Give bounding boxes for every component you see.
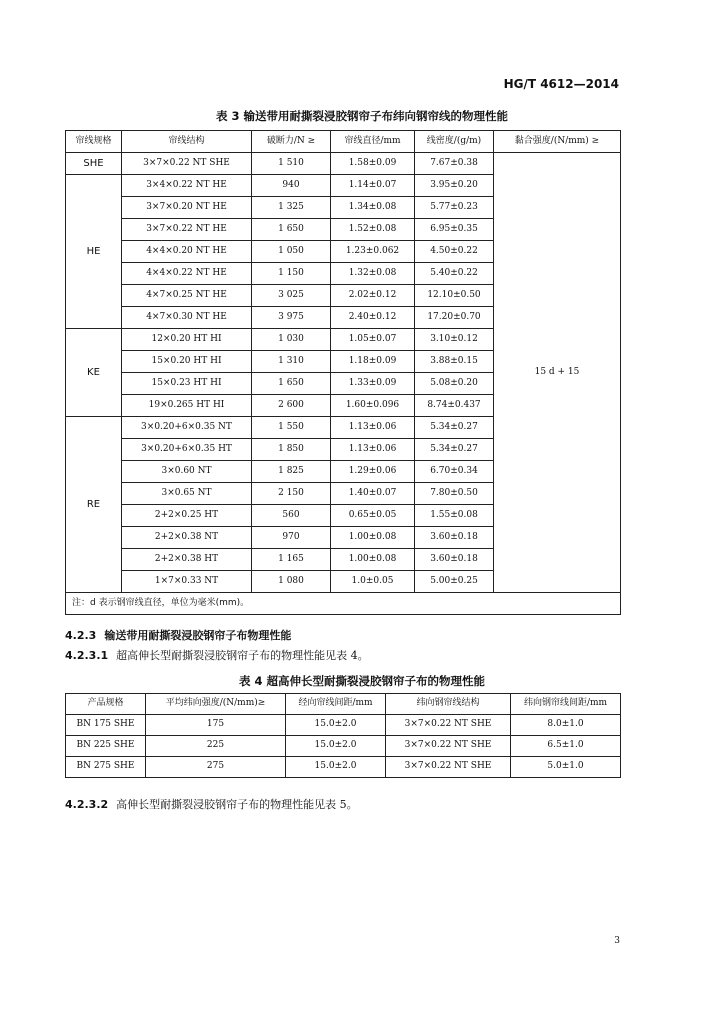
table-cell: 3×7×0.22 NT HE <box>122 219 252 241</box>
table-cell: 1 650 <box>252 373 331 395</box>
table-row <box>66 153 621 175</box>
table-cell: 3×7×0.22 NT SHE <box>386 715 511 736</box>
table-cell: 1 080 <box>252 571 331 593</box>
standard-code: HG/T 4612—2014 <box>503 77 619 91</box>
table-cell: 15×0.23 HT HI <box>122 373 252 395</box>
table-cell: BN 175 SHE <box>66 715 146 736</box>
section-number: 4.2.3.2 <box>65 798 109 811</box>
table-cell: 1.00±0.08 <box>331 549 415 571</box>
column-header: 经向帘线间距/mm <box>286 694 386 715</box>
section-number: 4.2.3 <box>65 629 97 642</box>
table-cell: 6.70±0.34 <box>415 461 494 483</box>
table-cell: 5.34±0.27 <box>415 439 494 461</box>
table-cell: 1.58±0.09 <box>331 153 415 175</box>
spec-cell: HE <box>66 175 122 329</box>
table-cell: 4×7×0.30 NT HE <box>122 307 252 329</box>
column-header: 纬向钢帘线结构 <box>386 694 511 715</box>
adhesion-value-cell: 15 d + 15 <box>494 153 621 593</box>
table-cell: 1.29±0.06 <box>331 461 415 483</box>
table-cell: 1 550 <box>252 417 331 439</box>
table4-header-row <box>66 694 621 715</box>
table-cell: 3×0.60 NT <box>122 461 252 483</box>
table4 <box>65 693 621 778</box>
section-text: 超高伸长型耐撕裂浸胶钢帘子布的物理性能见表 4。 <box>116 649 369 662</box>
section-4-2-3-2 <box>65 796 358 812</box>
table-row <box>66 736 621 757</box>
column-header: 帘线规格 <box>66 131 122 153</box>
table-cell: 2.02±0.12 <box>331 285 415 307</box>
table-cell: 8.0±1.0 <box>511 715 621 736</box>
table-cell: 175 <box>146 715 286 736</box>
table-cell: 940 <box>252 175 331 197</box>
table-cell: 3×4×0.22 NT HE <box>122 175 252 197</box>
table-cell: 1 030 <box>252 329 331 351</box>
table-cell: 3×7×0.22 NT SHE <box>386 757 511 778</box>
table-cell: 2.40±0.12 <box>331 307 415 329</box>
table-cell: 1 325 <box>252 197 331 219</box>
table-cell: 1.40±0.07 <box>331 483 415 505</box>
table-cell: 1.18±0.09 <box>331 351 415 373</box>
column-header: 破断力/N ≥ <box>252 131 331 153</box>
table-cell: 17.20±0.70 <box>415 307 494 329</box>
table-cell: 970 <box>252 527 331 549</box>
table3 <box>65 130 621 615</box>
table-cell: 15.0±2.0 <box>286 736 386 757</box>
table-cell: 2 150 <box>252 483 331 505</box>
table-cell: 3.60±0.18 <box>415 549 494 571</box>
table-cell: 6.95±0.35 <box>415 219 494 241</box>
table-cell: 5.40±0.22 <box>415 263 494 285</box>
table-cell: 225 <box>146 736 286 757</box>
column-header: 线密度/(g/m) <box>415 131 494 153</box>
table-cell: 0.65±0.05 <box>331 505 415 527</box>
table-cell: 1 050 <box>252 241 331 263</box>
section-4-2-3 <box>65 627 291 643</box>
table-cell: 12.10±0.50 <box>415 285 494 307</box>
table-cell: 1×7×0.33 NT <box>122 571 252 593</box>
table-cell: 1.34±0.08 <box>331 197 415 219</box>
table-cell: 1.32±0.08 <box>331 263 415 285</box>
table3-caption: 表 3 输送带用耐撕裂浸胶钢帘子布纬向钢帘线的物理性能 <box>215 109 508 123</box>
table-cell: 5.0±1.0 <box>511 757 621 778</box>
table-cell: 3.10±0.12 <box>415 329 494 351</box>
table-cell: 1.33±0.09 <box>331 373 415 395</box>
table-cell: 3.88±0.15 <box>415 351 494 373</box>
table-cell: 15×0.20 HT HI <box>122 351 252 373</box>
column-header: 平均纬向强度/(N/mm)≥ <box>146 694 286 715</box>
column-header: 帘线结构 <box>122 131 252 153</box>
column-header: 黏合强度/(N/mm) ≥ <box>494 131 621 153</box>
table-cell: BN 225 SHE <box>66 736 146 757</box>
table-cell: 5.34±0.27 <box>415 417 494 439</box>
section-title: 输送带用耐撕裂浸胶钢帘子布物理性能 <box>104 629 292 642</box>
table-cell: 6.5±1.0 <box>511 736 621 757</box>
table-cell: 3.60±0.18 <box>415 527 494 549</box>
table-row <box>66 715 621 736</box>
table-cell: 1.0±0.05 <box>331 571 415 593</box>
table-cell: 5.00±0.25 <box>415 571 494 593</box>
section-number: 4.2.3.1 <box>65 649 109 662</box>
table-cell: 4×4×0.22 NT HE <box>122 263 252 285</box>
spec-cell: SHE <box>66 153 122 175</box>
section-text: 高伸长型耐撕裂浸胶钢帘子布的物理性能见表 5。 <box>116 798 358 811</box>
table3-note-row <box>66 593 621 615</box>
page-number: 3 <box>614 936 620 946</box>
table-cell: 1.14±0.07 <box>331 175 415 197</box>
table-cell: 4×7×0.25 NT HE <box>122 285 252 307</box>
table-cell: 5.08±0.20 <box>415 373 494 395</box>
table-cell: 4×4×0.20 NT HE <box>122 241 252 263</box>
table-cell: BN 275 SHE <box>66 757 146 778</box>
table-cell: 1 165 <box>252 549 331 571</box>
table-cell: 560 <box>252 505 331 527</box>
table-cell: 2+2×0.38 NT <box>122 527 252 549</box>
table-cell: 1 510 <box>252 153 331 175</box>
table-cell: 3 975 <box>252 307 331 329</box>
table-cell: 1 825 <box>252 461 331 483</box>
spec-cell: RE <box>66 417 122 593</box>
table-cell: 1.23±0.062 <box>331 241 415 263</box>
table-cell: 1 150 <box>252 263 331 285</box>
table-cell: 3×7×0.22 NT SHE <box>386 736 511 757</box>
table-cell: 19×0.265 HT HI <box>122 395 252 417</box>
table-cell: 1.60±0.096 <box>331 395 415 417</box>
table-cell: 1.05±0.07 <box>331 329 415 351</box>
table-cell: 2 600 <box>252 395 331 417</box>
table-cell: 4.50±0.22 <box>415 241 494 263</box>
table3-header-row <box>66 131 621 153</box>
table-cell: 7.80±0.50 <box>415 483 494 505</box>
table-note: 注：d 表示钢帘线直径，单位为毫米(mm)。 <box>66 593 621 615</box>
table-cell: 7.67±0.38 <box>415 153 494 175</box>
table-cell: 1.55±0.08 <box>415 505 494 527</box>
table-cell: 1 310 <box>252 351 331 373</box>
spec-cell: KE <box>66 329 122 417</box>
table-cell: 3×0.65 NT <box>122 483 252 505</box>
table-cell: 3×7×0.20 NT HE <box>122 197 252 219</box>
table-cell: 2+2×0.38 HT <box>122 549 252 571</box>
table-cell: 3 025 <box>252 285 331 307</box>
table-cell: 275 <box>146 757 286 778</box>
table-cell: 1.13±0.06 <box>331 417 415 439</box>
table-row <box>66 757 621 778</box>
column-header: 帘线直径/mm <box>331 131 415 153</box>
column-header: 产品规格 <box>66 694 146 715</box>
table-cell: 1.52±0.08 <box>331 219 415 241</box>
column-header: 纬向钢帘线间距/mm <box>511 694 621 715</box>
table-cell: 3×0.20+6×0.35 NT <box>122 417 252 439</box>
table-cell: 2+2×0.25 HT <box>122 505 252 527</box>
table-cell: 15.0±2.0 <box>286 715 386 736</box>
table4-caption: 表 4 超高伸长型耐撕裂浸胶钢帘子布的物理性能 <box>238 674 485 688</box>
table-cell: 3×7×0.22 NT SHE <box>122 153 252 175</box>
table-cell: 3.95±0.20 <box>415 175 494 197</box>
table-cell: 8.74±0.437 <box>415 395 494 417</box>
section-4-2-3-1 <box>65 647 369 663</box>
table-cell: 1.13±0.06 <box>331 439 415 461</box>
table-cell: 12×0.20 HT HI <box>122 329 252 351</box>
table-cell: 3×0.20+6×0.35 HT <box>122 439 252 461</box>
table-cell: 15.0±2.0 <box>286 757 386 778</box>
table-cell: 1 850 <box>252 439 331 461</box>
table-cell: 1.00±0.08 <box>331 527 415 549</box>
table-cell: 5.77±0.23 <box>415 197 494 219</box>
table-cell: 1 650 <box>252 219 331 241</box>
